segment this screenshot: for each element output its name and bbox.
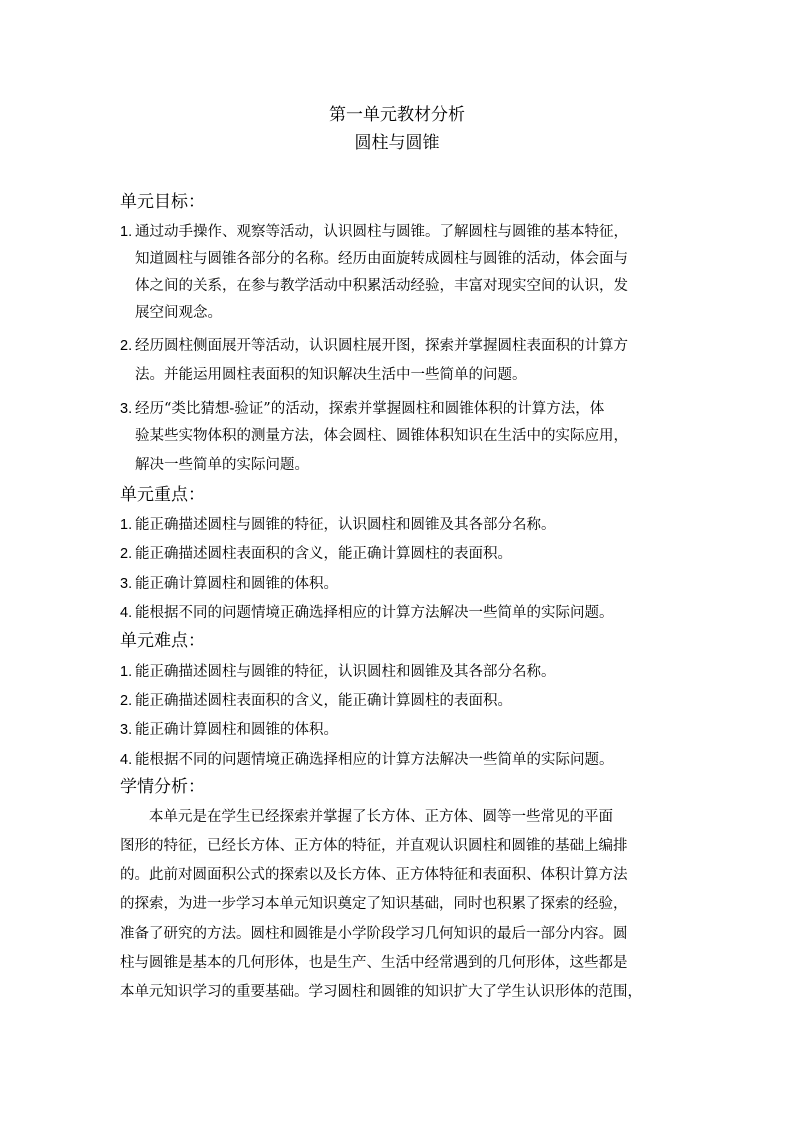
difficulty-number: 3.	[120, 722, 133, 738]
difficulty-text: 能根据不同的问题情境正确选择相应的计算方法解决一些简单的实际问题。	[135, 752, 614, 768]
analysis-line: 本单元是在学生已经探索并掌握了长方体、正方体、圆等一些常见的平面	[149, 809, 613, 825]
key-point-text: 能正确描述圆柱与圆锥的特征，认识圆柱和圆锥及其各部分名称。	[135, 517, 556, 533]
analysis-line: 图形的特征，已经长方体、正方体的特征，并直观认识圆柱和圆锥的基础上编排	[120, 838, 628, 854]
difficulty-number: 2.	[120, 693, 133, 709]
difficulties-heading: 单元难点：	[120, 631, 205, 651]
goal-line: 体之间的关系，在参与教学活动中积累活动经验，丰富对现实空间的认识，发	[135, 278, 628, 294]
analysis-heading: 学情分析：	[120, 777, 205, 797]
goal-line: 法。并能运用圆柱表面积的知识解决生活中一些简单的问题。	[135, 367, 527, 383]
difficulty-number: 4.	[120, 752, 133, 768]
goal-item-3	[120, 394, 680, 424]
key-points-heading: 单元重点：	[120, 485, 205, 505]
difficulty-item	[120, 745, 680, 775]
difficulty-text: 能正确描述圆柱表面积的含义，能正确计算圆柱的表面积。	[135, 693, 512, 709]
key-point-number: 4.	[120, 605, 133, 621]
key-point-number: 1.	[120, 517, 133, 533]
goal-line: 经历“类比猜想-验证”的活动，探索并掌握圆柱和圆锥体积的计算方法，体	[135, 401, 605, 417]
key-point-item	[120, 598, 680, 628]
difficulty-item	[120, 657, 680, 687]
difficulty-text: 能正确描述圆柱与圆锥的特征，认识圆柱和圆锥及其各部分名称。	[135, 664, 556, 680]
goal-line: 展空间观念。	[135, 305, 222, 321]
key-point-text: 能正确计算圆柱和圆锥的体积。	[135, 576, 338, 592]
goal-line: 知道圆柱与圆锥各部分的名称。经历由面旋转成圆柱与圆锥的活动，体会面与	[135, 251, 628, 267]
goal-number: 3.	[120, 401, 133, 417]
difficulty-item	[120, 715, 680, 745]
goal-line: 经历圆柱侧面展开等活动，认识圆柱展开图，探索并掌握圆柱表面积的计算方	[135, 338, 628, 354]
goal-number: 1.	[120, 224, 133, 240]
analysis-line: 本单元知识学习的重要基础。学习圆柱和圆锥的知识扩大了学生认识形体的范围，	[120, 984, 642, 1000]
goal-item-1	[120, 217, 680, 247]
goal-line: 解决一些简单的实际问题。	[135, 457, 309, 473]
goal-number: 2.	[120, 338, 133, 354]
difficulty-text: 能正确计算圆柱和圆锥的体积。	[135, 722, 338, 738]
key-point-number: 2.	[120, 546, 133, 562]
analysis-line: 柱与圆锥是基本的几何形体，也是生产、生活中经常遇到的几何形体，这些都是	[120, 955, 628, 971]
difficulty-item	[120, 686, 680, 716]
goals-heading: 单元目标：	[120, 192, 205, 212]
document-subtitle: 圆柱与圆锥	[354, 133, 440, 153]
key-point-number: 3.	[120, 576, 133, 592]
goal-line: 通过动手操作、观察等活动，认识圆柱与圆锥。了解圆柱与圆锥的基本特征，	[135, 224, 628, 240]
goal-line: 验某些实物体积的测量方法，体会圆柱、圆锥体积知识在生活中的实际应用，	[135, 428, 628, 444]
analysis-line: 的探索，为进一步学习本单元知识奠定了知识基础，同时也积累了探索的经验，	[120, 896, 628, 912]
difficulty-number: 1.	[120, 664, 133, 680]
key-point-item	[120, 569, 680, 599]
document-title: 第一单元教材分析	[329, 105, 465, 125]
analysis-line: 的。此前对圆面积公式的探索以及长方体、正方体特征和表面积、体积计算方法	[120, 867, 628, 883]
key-point-item	[120, 510, 680, 540]
key-point-text: 能正确描述圆柱表面积的含义，能正确计算圆柱的表面积。	[135, 546, 512, 562]
key-point-text: 能根据不同的问题情境正确选择相应的计算方法解决一些简单的实际问题。	[135, 605, 614, 621]
key-point-item	[120, 539, 680, 569]
goal-item-2	[120, 331, 680, 361]
analysis-line: 准备了研究的方法。圆柱和圆锥是小学阶段学习几何知识的最后一部分内容。圆	[120, 926, 628, 942]
